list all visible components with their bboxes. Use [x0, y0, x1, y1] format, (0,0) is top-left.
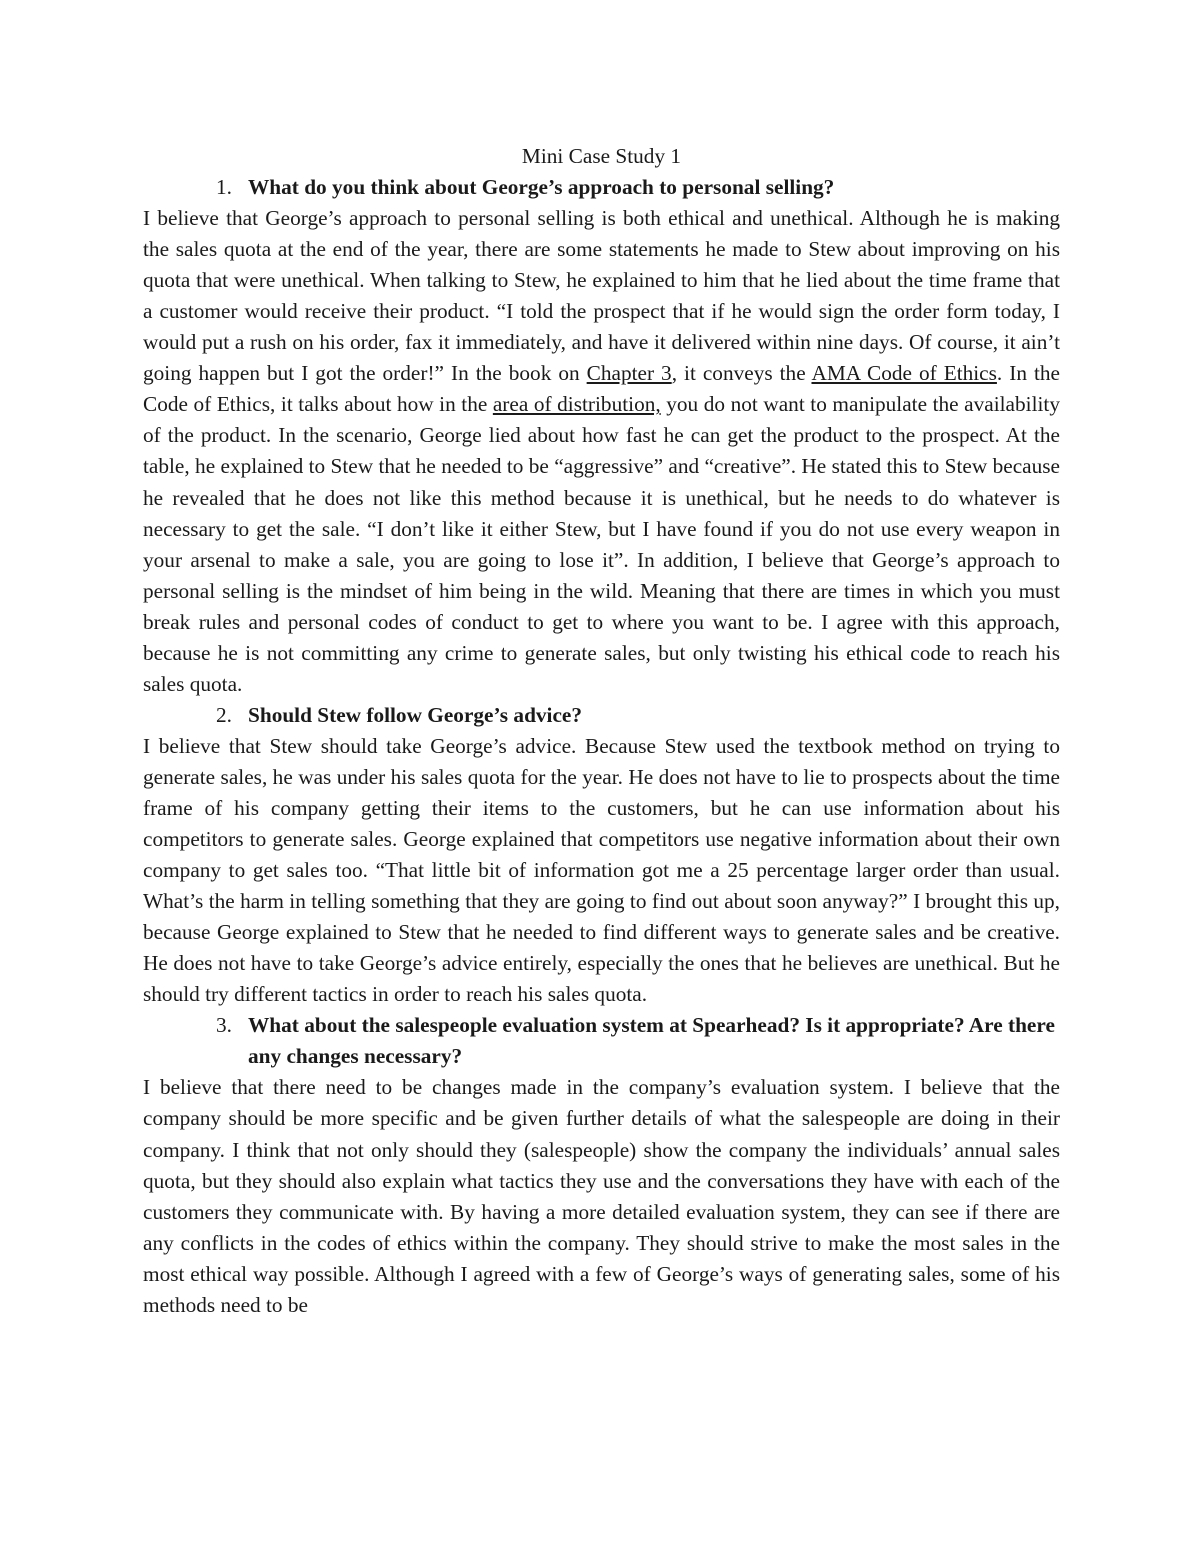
ama-code-reference: AMA Code of Ethics	[811, 361, 997, 386]
answer-text: . In the Code of Ethics, it talks about how in the	[143, 361, 1060, 417]
answer-text: I believe that George’s approach to personal selling is both ethical and unethical. Although he is making the sales quota at the end of the year, there are some statements he made to Stew about improving on his quota that were unethical. When talking to Stew, he explained to him that he lied about the time frame that a customer would receive their product. “I told the prospect that if he would sign the order form today, I would put a rush on his order, fax it immediately, and have it delivered within nine days. Of course, it ain’t going happen but I got the order!” In the book on	[143, 206, 1060, 386]
question-number: 1.	[216, 175, 232, 200]
answer-1	[143, 203, 1060, 700]
answer-2: I believe that Stew should take George’s advice. Because Stew used the textbook method on trying to generate sales, he was under his sales quota for the year. He does not have to lie to prospects about the time frame of his company getting their items to the customers, but he can use information about his competitors to generate sales. George explained that competitors use negative information about their own company to get sales too. “That little bit of information got me a 25 percentage larger order than usual. What’s the harm in telling something that they are going to find out about soon anyway?” I brought this up, because George explained to Stew that he needed to find different ways to generate sales and be creative. He does not have to take George’s advice entirely, especially the ones that he believes are unethical. But he should try different tactics in order to reach his sales quota.	[143, 733, 1060, 1007]
answer-text: you do not want to manipulate the availability of the product. In the scenario, George lied about how fast he can get the product to the prospect. At the table, he explained to Stew that he needed to be “aggressive” and “creative”. He stated this to Stew because he revealed that he does not like this method because it is unethical, but he needs to do whatever is necessary to get the sale. “I don’t like it either Stew, but I have found if you do not use every weapon in your arsenal to make a sale, you are going to lose it”. In addition, I believe that George’s approach to personal selling is the mindset of him being in the wild. Meaning that there are times in which you must break rules and personal codes of conduct to get to where you want to be. I agree with this approach, because he is not committing any crime to generate sales, but only twisting his ethical code to reach his sales quota.	[143, 392, 1060, 696]
question-3	[143, 1010, 1060, 1072]
question-text: Should Stew follow George’s advice?	[248, 702, 583, 727]
question-1	[143, 172, 1060, 203]
answer-3: I believe that there need to be changes made in the company’s evaluation system. I believe that the company should be more specific and be given further details of what the salespeople are doing in their company. I think that not only should they (salespeople) show the company the individuals’ annual sales quota, but they should also explain what tactics they use and the conversations they have with each of the customers they communicate with. By having a more detailed evaluation system, they can see if there are any conflicts in the codes of ethics within the company. They should strive to make the most sales in the most ethical way possible. Although I agreed with a few of George’s ways of generating sales, some of his methods need to be	[143, 1075, 1060, 1317]
document-body	[143, 141, 1060, 1321]
question-number: 2.	[216, 702, 232, 727]
question-text: What do you think about George’s approach to personal selling?	[248, 175, 835, 200]
question-text: What about the salespeople evaluation system at Spearhead? Is it appropriate? Are there any changes necessary?	[248, 1013, 1055, 1069]
question-number: 3.	[216, 1013, 232, 1038]
document-title: Mini Case Study 1	[521, 144, 682, 168]
distribution-reference: area of distribution,	[492, 392, 661, 417]
answer-text: , it conveys the	[671, 361, 812, 386]
question-2	[143, 700, 1060, 731]
chapter-reference-link: Chapter 3	[586, 361, 672, 386]
